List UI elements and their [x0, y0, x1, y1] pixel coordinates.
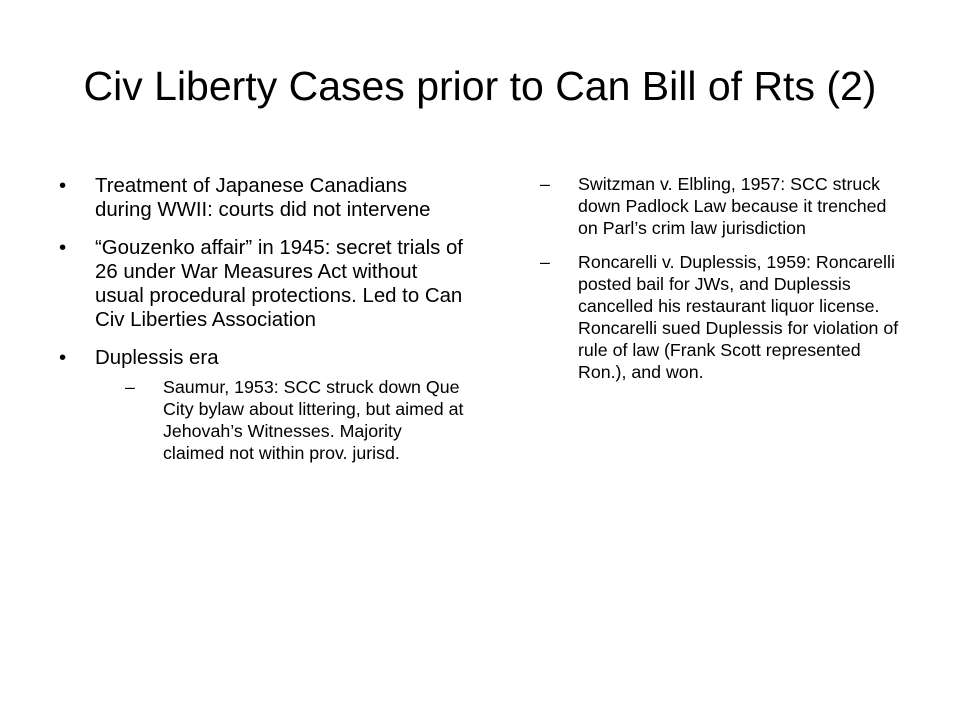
bullet-gouzenko-affair: [56, 236, 466, 332]
bullet-marker: •: [59, 175, 67, 197]
sub-bullet-roncarelli: [540, 251, 910, 383]
right-column: [540, 173, 910, 395]
sub-bullet-text: Saumur, 1953: SCC struck down Que City bylaw about littering, but aimed at Jehovah’s Witnesses. Majority claimed not within prov. jurisd.: [163, 377, 464, 463]
bullet-japanese-canadians: [56, 174, 466, 222]
dash-marker: –: [125, 377, 135, 397]
sub-bullet-saumur: [125, 376, 466, 464]
bullet-duplessis-era: [56, 346, 466, 464]
sub-bullet-switzman: [540, 173, 910, 239]
bullet-text: “Gouzenko affair” in 1945: secret trials of 26 under War Measures Act without usual procedural protections. Led to Can Civ Liberties Association: [95, 237, 463, 331]
dash-marker: –: [540, 174, 550, 194]
bullet-text: Duplessis era: [95, 347, 219, 369]
bullet-text: Treatment of Japanese Canadians during WWII: courts did not intervene: [95, 175, 431, 221]
sub-bullet-text: Switzman v. Elbling, 1957: SCC struck down Padlock Law because it trenched on Parl’s crim law jurisdiction: [578, 174, 887, 238]
sub-bullet-text: Roncarelli v. Duplessis, 1959: Roncarelli posted bail for JWs, and Duplessis cancelled his restaurant liquor license. Roncarelli sued Duplessis for violation of rule of law (Frank Scott represented Ron.), and won.: [578, 252, 899, 382]
bullet-marker: •: [59, 347, 67, 369]
dash-marker: –: [540, 252, 550, 272]
bullet-marker: •: [59, 237, 67, 259]
left-column: [56, 174, 466, 478]
slide-title: Civ Liberty Cases prior to Can Bill of Rts (2): [83, 63, 877, 109]
